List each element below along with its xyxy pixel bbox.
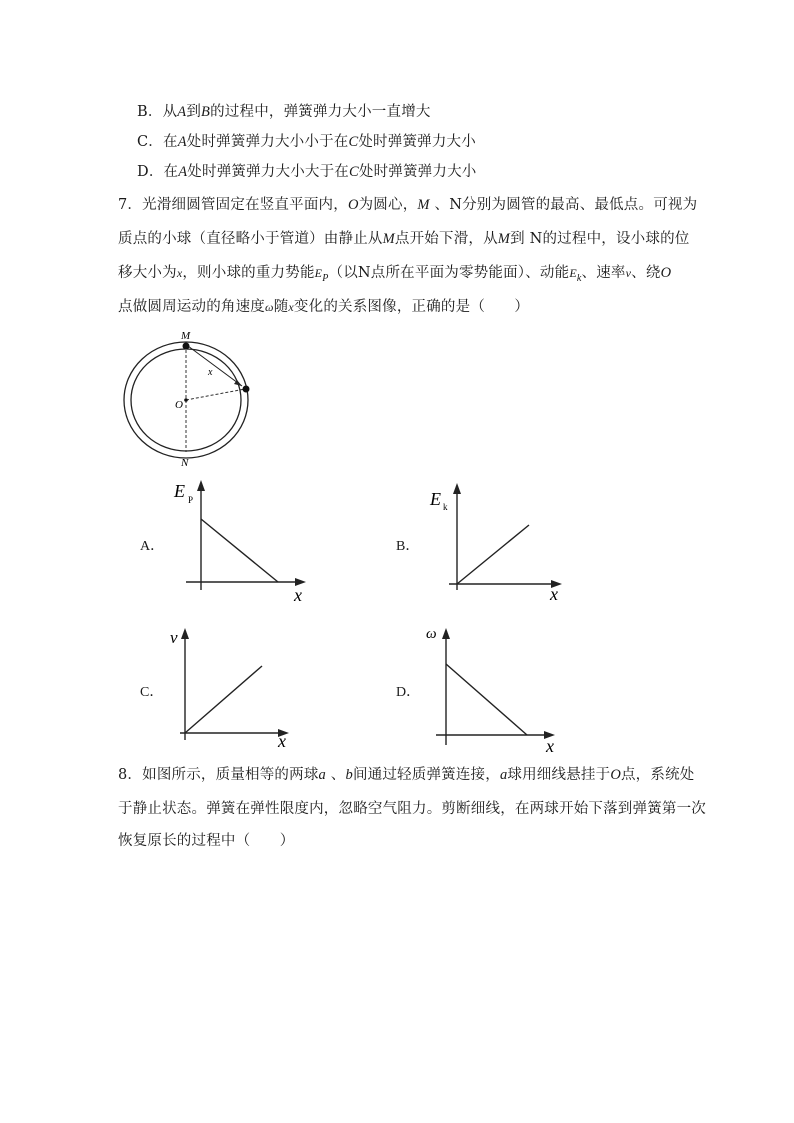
graph-b-ysub: k [443,502,448,512]
q8-line-3: 恢复原长的过程中（ ） [118,833,295,849]
q8-line-2: 于静止状态。弹簧在弹性限度内，忽略空气阻力。剪断细线，在两球开始下落到弹簧第一次 [118,801,706,817]
graph-c-ylabel: v [170,628,178,647]
graph-a-y-arrow [197,480,205,491]
option-b: B．从A到B的过程中，弹簧弹力大小一直增大 [137,104,431,120]
q8-line-1: 8．如图所示，质量相等的两球a 、b间通过轻质弹簧连接，a球用细线悬挂于O点，系统处 [118,767,695,783]
ball-at-m [183,343,190,350]
graph-d-y-arrow [442,628,450,639]
graph-b-y-arrow [453,483,461,494]
option-c: C．在A处时弹簧弹力大小小于在C处时弹簧弹力大小 [137,134,476,150]
q7-line-4: 点做圆周运动的角速度ω随x变化的关系图像，正确的是（ ） [118,299,530,315]
graph-c [168,620,318,750]
graph-d [424,620,574,755]
graph-a-xlabel: x [294,585,302,605]
graph-c-y-arrow [181,628,189,639]
graph-a [168,475,318,605]
q7-line-3: 移大小为x，则小球的重力势能$E_P$（以N点所在平面为零势能面）、动能$E_k$、速率v、绕O [118,265,672,284]
displacement-arrow [188,346,242,386]
graph-d-ylabel: ω [426,626,437,642]
graph-d-xlabel: x [546,736,554,755]
graph-c-curve [185,666,262,733]
graph-b [424,475,574,605]
label-n: N [181,457,189,469]
graph-a-curve [201,519,278,582]
graph-b-curve [457,525,529,584]
graph-a-ylabel: E [174,481,185,501]
q7-line-2: 质点的小球（直径略小于管道）由静止从M点开始下滑，从M到 N的过程中，设小球的位 [118,231,690,247]
graph-b-label: B． [396,539,420,554]
graph-b-ylabel: E [430,489,441,509]
graph-a-label: A． [140,539,165,554]
graph-d-label: D． [396,685,421,700]
q7-line-1: 7．光滑细圆管固定在竖直平面内，O为圆心，M 、N分别为圆管的最高、最低点。可视为 [118,197,698,213]
graph-d-curve [446,664,527,735]
circular-tube-figure [118,328,268,473]
label-m: M [181,330,191,342]
graph-b-xlabel: x [550,584,558,604]
graph-a-ysub: P [188,495,194,505]
label-o: O [175,399,183,411]
graph-c-label: C． [140,685,164,700]
ball-position [243,386,250,393]
graph-c-xlabel: x [278,731,286,750]
option-d: D．在A处时弹簧弹力大小大于在C处时弹簧弹力大小 [137,164,477,180]
label-x: x [208,367,213,378]
center-point [184,398,188,402]
radius-line [186,389,245,400]
